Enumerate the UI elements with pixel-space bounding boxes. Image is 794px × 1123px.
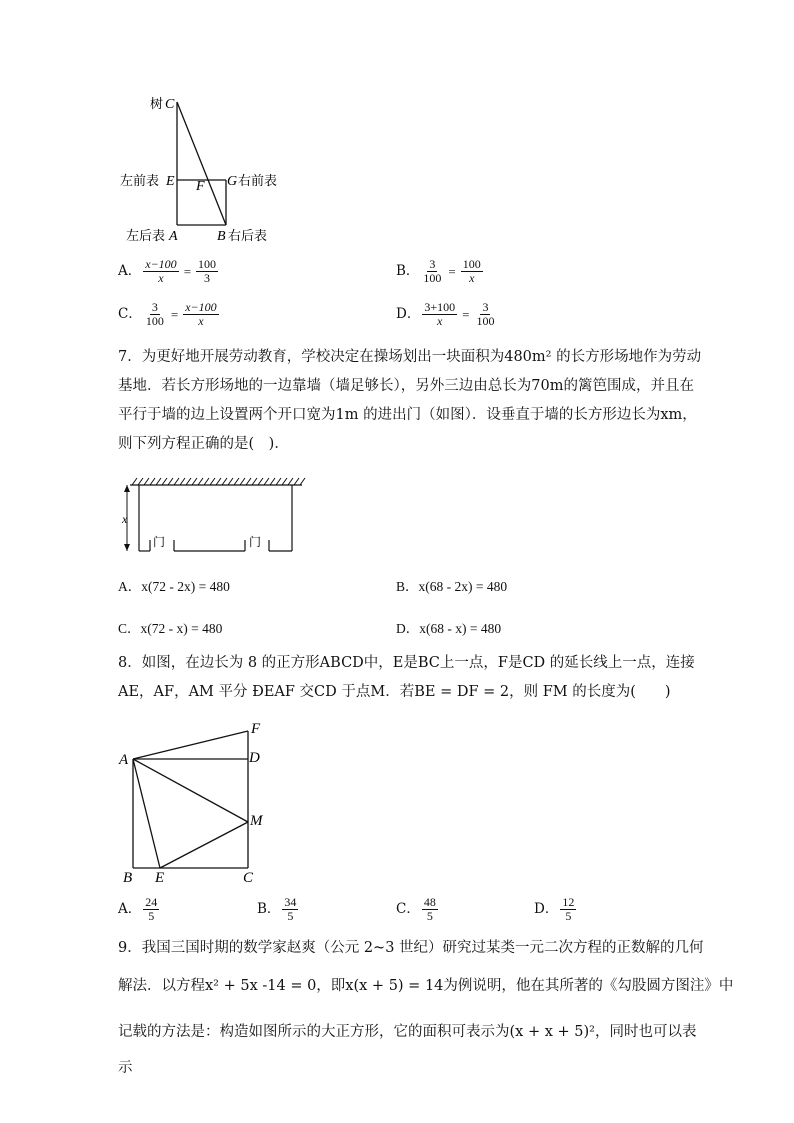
wall-hatch-mark xyxy=(300,478,305,485)
wall-hatch-mark xyxy=(294,478,299,485)
q7-line-2: 基地．若长方形场地的一边靠墙（墙足够长），另外三边由总长为70m的篱笆围成，并且在 xyxy=(118,378,694,394)
q8-option-b: B． $\frac{34}{5}$ xyxy=(257,895,297,923)
wall-hatch-mark xyxy=(156,478,161,485)
wall-hatch-mark xyxy=(162,478,167,485)
wall-hatch-mark xyxy=(150,478,155,485)
wall-hatch-mark xyxy=(246,478,251,485)
q9-line-3: 记载的方法是：构造如图所示的大正方形，它的面积可表示为(x + x + 5)²，同时也可以表 xyxy=(118,1024,697,1040)
wall-hatch-mark xyxy=(276,478,281,485)
wall-hatch-mark xyxy=(174,478,179,485)
q8-label-E: E xyxy=(155,870,165,886)
q7-line-4: 则下列方程正确的是( )． xyxy=(118,436,289,452)
q6-label-F: F xyxy=(196,179,205,194)
q9-line-2: 解法．以方程x² + 5x -14 = 0，即x(x + 5) = 14为例说明，他在其所著的《勾股圆方图注》中 xyxy=(118,978,734,994)
q8-option-a: A． $\frac{24}{5}$ xyxy=(118,895,158,923)
wall-hatch-mark xyxy=(288,478,293,485)
q6-option-a: A． $\frac{x-100}{x}$ = $\frac{100}{3}$ xyxy=(118,257,217,285)
q8-label-B: B xyxy=(123,870,133,886)
q7-option-a: A．x(72 - 2x) = 480 xyxy=(118,579,230,594)
q8-line-1: 8．如图，在边长为 8 的正方形ABCD中，E是BC上一点，F是CD 的延长线上一点，连接 xyxy=(118,655,695,671)
wall-hatch-mark xyxy=(180,478,185,485)
q6-label-B: B xyxy=(217,229,226,244)
wall-hatch-mark xyxy=(258,478,263,485)
q7-figure xyxy=(110,474,310,560)
wall-hatch-mark xyxy=(252,478,257,485)
q7-option-d: D．x(68 - x) = 480 xyxy=(396,621,502,636)
q7-option-c: C．x(72 - x) = 480 xyxy=(118,621,223,636)
wall-hatch-mark xyxy=(240,478,245,485)
wall-hatch-mark xyxy=(204,478,209,485)
q6-option-b: B． $\frac{3}{100}$ = $\frac{100}{x}$ xyxy=(396,257,481,285)
q8-label-D: D xyxy=(249,750,260,766)
wall-hatch-mark xyxy=(192,478,197,485)
q9-line-4: 示 xyxy=(118,1060,133,1076)
q8-line-2: AE，AF，AM 平分 ÐEAF 交CD 于点M．若BE = DF = 2，则 FM 的长度为( ) xyxy=(118,684,671,700)
q7-line-3: 平行于墙的边上设置两个开口宽为1m 的进出门（如图）．设垂直于墙的长方形边长为xm， xyxy=(118,407,697,423)
q6-label-A-left: 左后表 xyxy=(126,228,166,243)
q7-line-1: 7．为更好地开展劳动教育，学校决定在操场划出一块面积为480m² 的长方形场地作为劳动 xyxy=(118,349,702,365)
wall-hatch-mark xyxy=(222,478,227,485)
q6-label-G-right: 右前表 xyxy=(238,173,278,188)
q6-label-C: C xyxy=(165,97,175,112)
wall-hatch-mark xyxy=(168,478,173,485)
q7-label-door-1: 门 xyxy=(153,535,166,549)
q6-label-E-left: 左前表 xyxy=(120,173,160,188)
q6-label-B-right: 右后表 xyxy=(228,228,268,243)
q6-label-G: G xyxy=(227,174,238,189)
wall-hatch-mark xyxy=(270,478,275,485)
q6-option-d: D． $\frac{3+100}{x}$ = $\frac{3}{100}$ xyxy=(396,300,495,328)
wall-hatch-mark xyxy=(138,478,143,485)
q8-label-C: C xyxy=(243,870,254,886)
q8-label-A: A xyxy=(119,752,129,768)
q6-option-c: C． $\frac{3}{100}$ = $\frac{x-100}{x}$ xyxy=(118,300,217,328)
q8-label-F: F xyxy=(251,721,261,737)
q8-figure xyxy=(115,718,275,888)
q6-figure xyxy=(110,90,300,250)
q8-option-d: D． $\frac{12}{5}$ xyxy=(534,895,575,923)
wall-hatch-mark xyxy=(264,478,269,485)
q6-label-E: E xyxy=(166,174,175,189)
q8-option-c: C． $\frac{48}{5}$ xyxy=(396,895,436,923)
wall-hatch-mark xyxy=(282,478,287,485)
q6-label-A: A xyxy=(169,229,178,244)
wall-hatch-mark xyxy=(234,478,239,485)
q7-label-x: x xyxy=(122,512,128,526)
wall-hatch-mark xyxy=(210,478,215,485)
wall-hatch-mark xyxy=(216,478,221,485)
q9-line-1: 9．我国三国时期的数学家赵爽（公元 2~3 世纪）研究过某类一元二次方程的正数解的几何 xyxy=(118,940,704,956)
q7-option-b: B．x(68 - 2x) = 480 xyxy=(396,579,508,594)
wall-hatch-mark xyxy=(144,478,149,485)
wall-hatch-mark xyxy=(228,478,233,485)
wall-hatch-mark xyxy=(198,478,203,485)
wall-hatch-mark xyxy=(132,478,137,485)
q6-label-tree: 树 xyxy=(150,96,164,111)
q8-label-M: M xyxy=(250,813,263,829)
q7-label-door-2: 门 xyxy=(249,535,262,549)
wall-hatch-mark xyxy=(186,478,191,485)
